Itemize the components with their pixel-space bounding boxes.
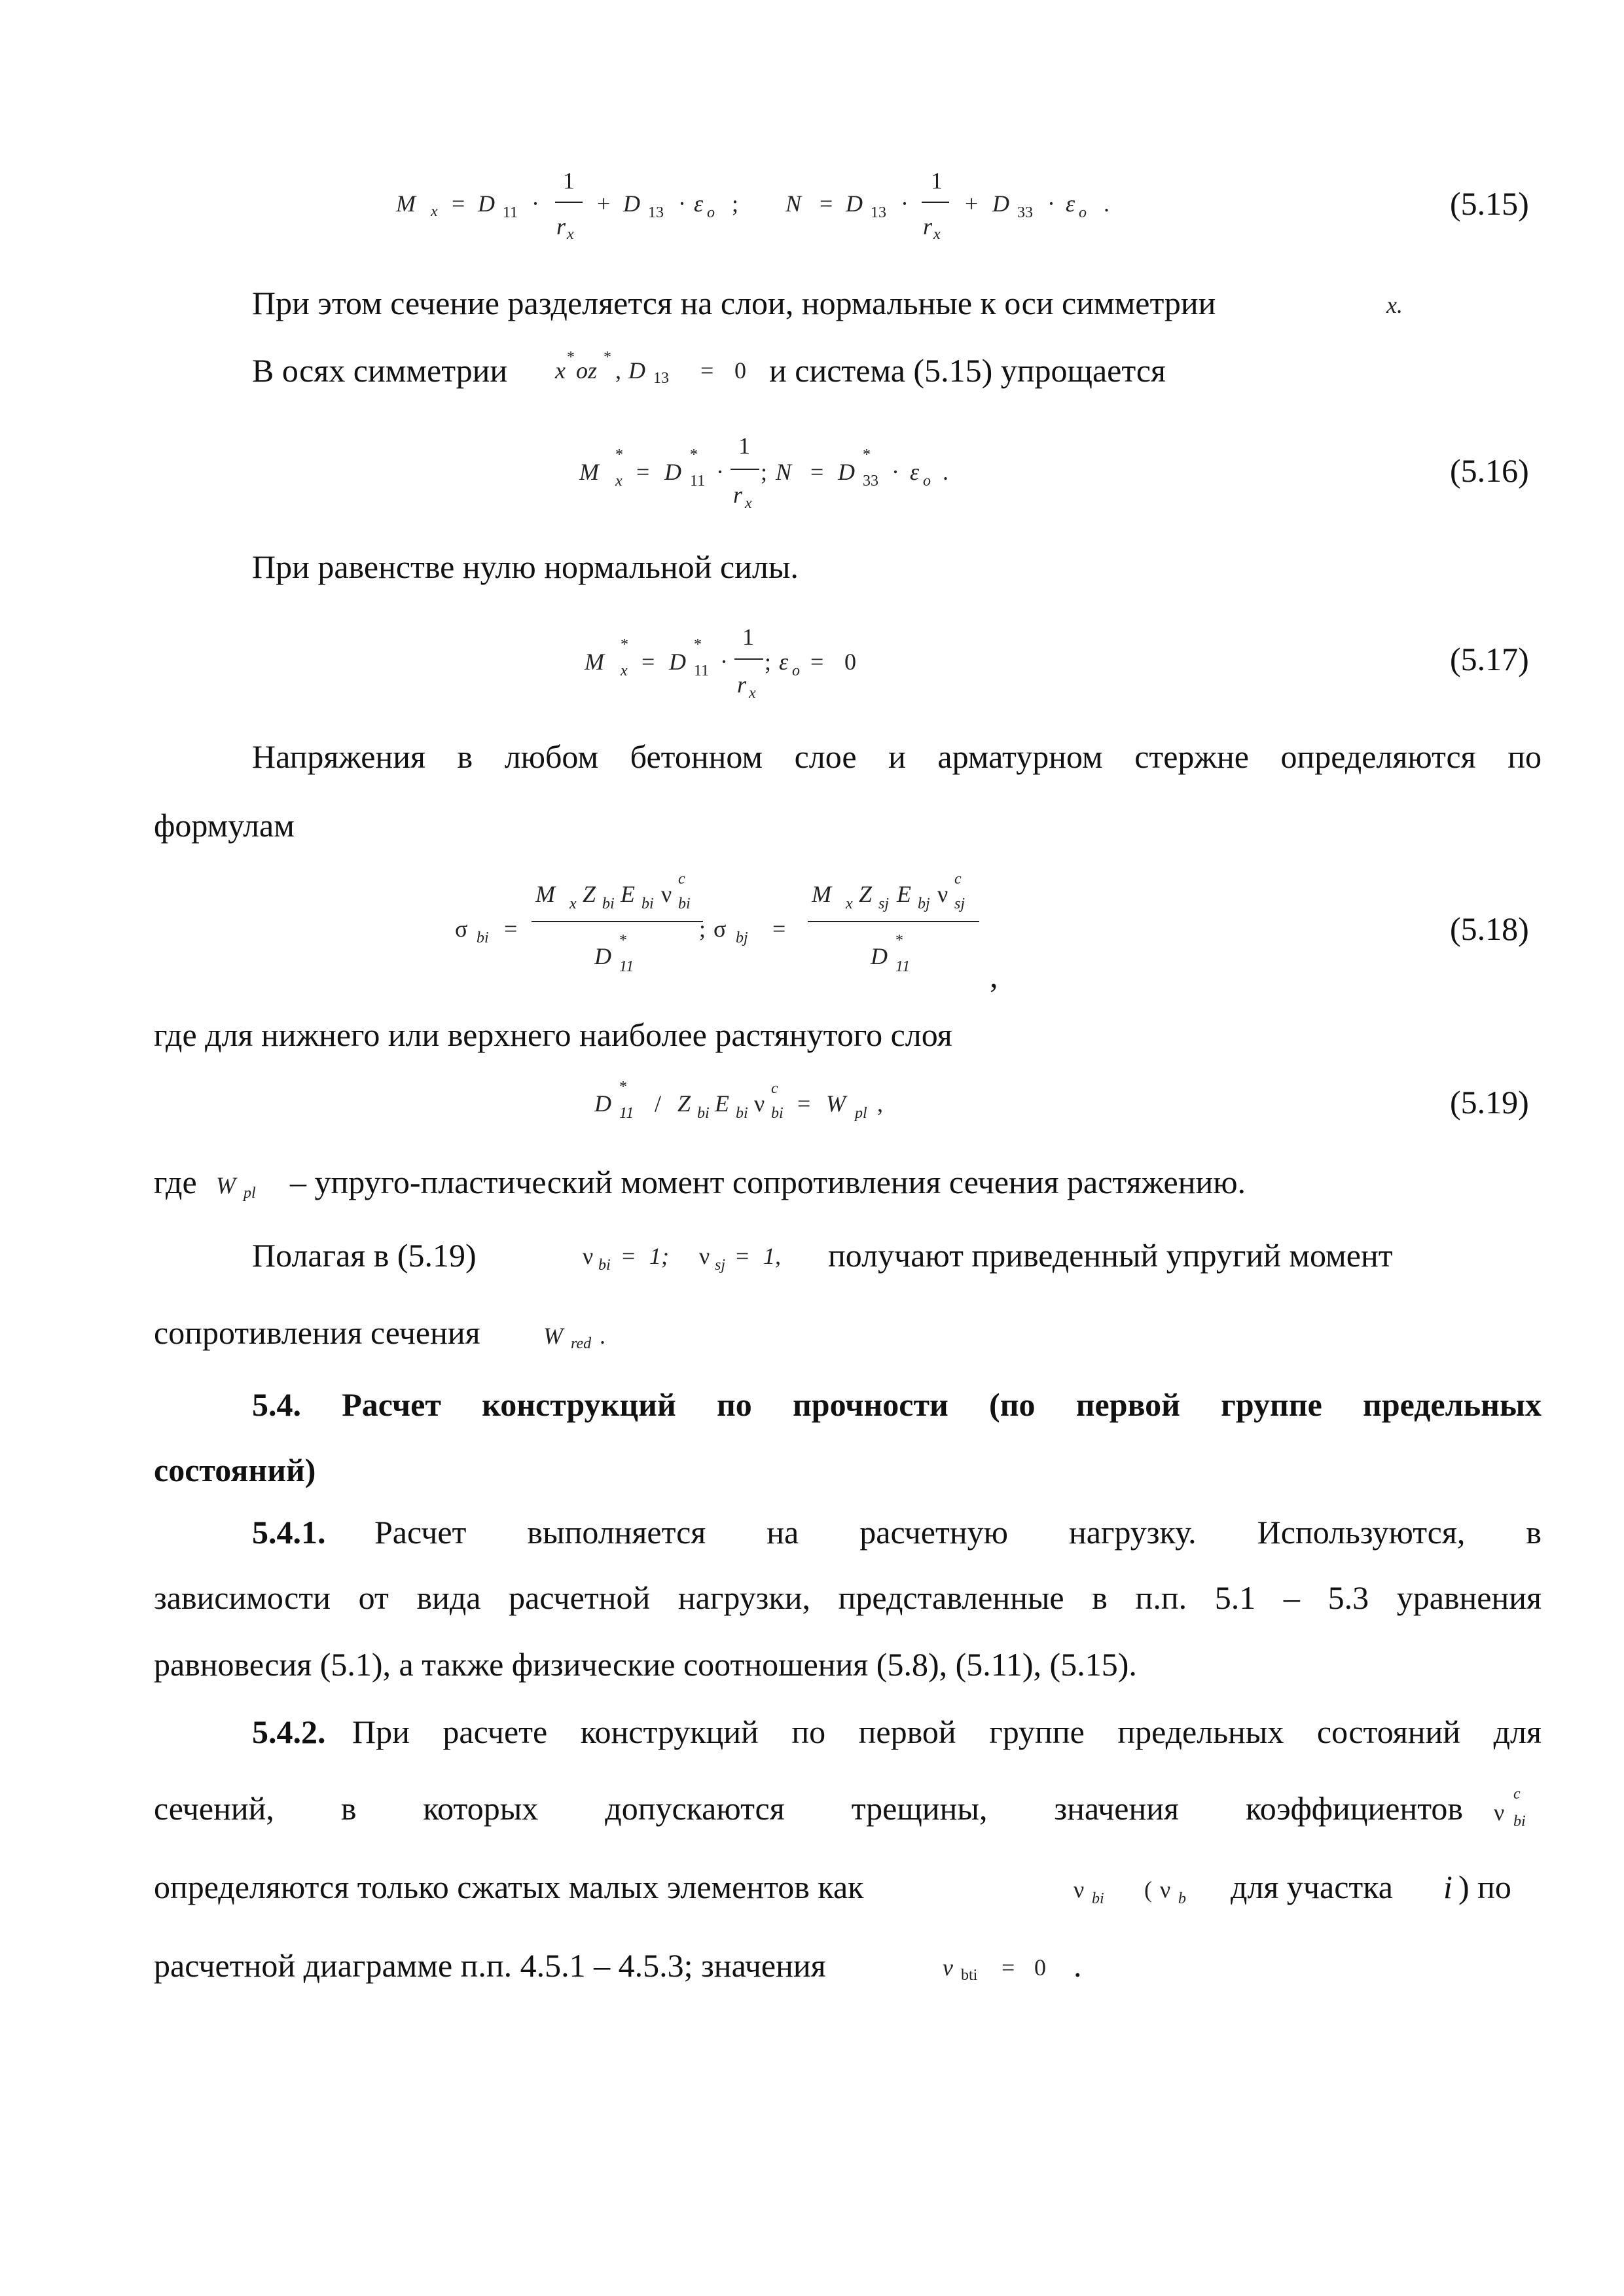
paragraph-text: и система (5.15) упрощается <box>769 352 1166 389</box>
paragraph-text: сечений, в которых допускаются трещины, значения коэффициентов <box>154 1790 1463 1827</box>
paragraph-text: Напряжения в любом бетонном слое и арматурном стержне определяются по <box>252 738 1542 775</box>
paragraph-text: Расчет выполняется на расчетную нагрузку. Используются, в <box>374 1514 1542 1551</box>
equation-number: (5.17) <box>1450 641 1529 677</box>
paragraph-text: При равенстве нулю нормальной силы. <box>252 548 799 585</box>
paragraph-text: При этом сечение разделяется на слои, нормальные к оси симметрии <box>252 285 1216 321</box>
math-variable: x. <box>1386 292 1403 318</box>
clause-number: 5.4.1. <box>252 1514 326 1551</box>
equation-number: (5.16) <box>1450 452 1529 489</box>
paragraph-text: равновесия (5.1), а также физические соотношения (5.8), (5.11), (5.15). <box>154 1646 1137 1683</box>
paragraph-text: – упруго-пластический момент сопротивления сечения растяжению. <box>290 1164 1246 1200</box>
equation-trailing-comma: , <box>990 958 998 994</box>
paragraph-text: где <box>154 1164 197 1200</box>
paragraph-text: расчетной диаграмме п.п. 4.5.1 – 4.5.3; значения <box>154 1947 826 1984</box>
paragraph-text: В осях симметрии <box>252 352 508 389</box>
paragraph-text: сопротивления сечения <box>154 1314 480 1351</box>
section-heading: состояний) <box>154 1452 316 1488</box>
paragraph-text: . <box>1074 1947 1082 1984</box>
paragraph-text: получают приведенный упругий момент <box>828 1237 1393 1274</box>
equation-number: (5.19) <box>1450 1084 1529 1121</box>
paragraph-text: формулам <box>154 807 295 844</box>
paragraph-text: для участка <box>1231 1869 1393 1905</box>
paragraph-text: зависимости от вида расчетной нагрузки, представленные в п.п. 5.1 – 5.3 уравнения <box>154 1579 1542 1616</box>
paragraph-text: Полагая в (5.19) <box>252 1237 477 1274</box>
paragraph-text: При расчете конструкций по первой группе предельных состояний для <box>352 1713 1542 1750</box>
equation-number: (5.15) <box>1450 185 1529 222</box>
paragraph-text: ) по <box>1458 1869 1511 1905</box>
clause-number: 5.4.2. <box>252 1713 326 1750</box>
equation-number: (5.18) <box>1450 910 1529 947</box>
paragraph-text: определяются только сжатых малых элементов как <box>154 1869 864 1905</box>
paragraph-text: где для нижнего или верхнего наиболее растянутого слоя <box>154 1016 952 1053</box>
math-variable: i <box>1443 1869 1453 1905</box>
section-heading: 5.4. Расчет конструкций по прочности (по первой группе предельных <box>252 1386 1542 1423</box>
